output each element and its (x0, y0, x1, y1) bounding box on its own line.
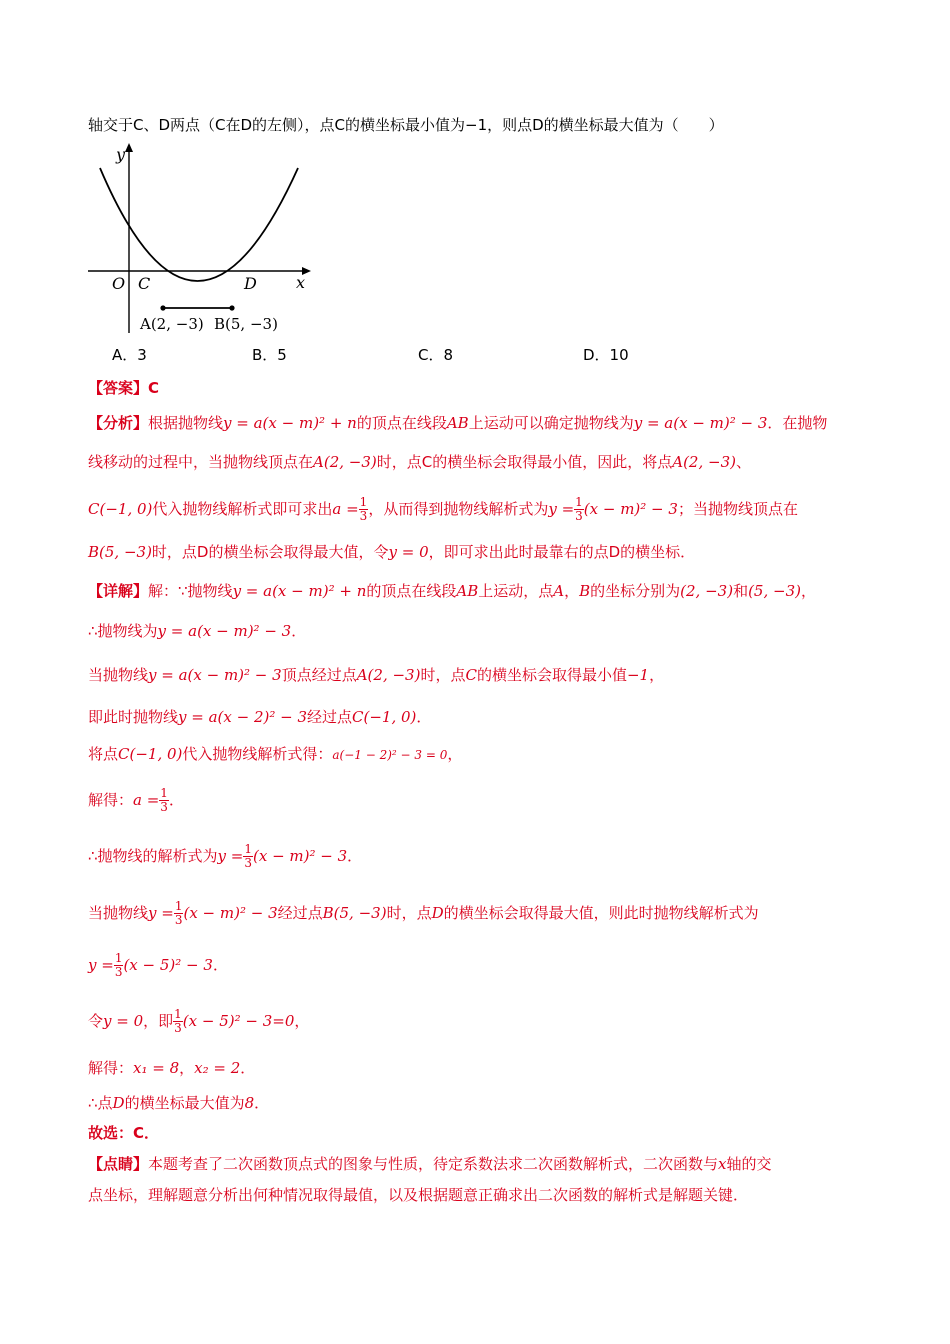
formula: (x − 5)² − 3 (123, 956, 213, 974)
formula: C(−1, 0) (88, 500, 153, 518)
formula: C(−1, 0) (118, 745, 183, 763)
detail-line-8 (88, 898, 759, 928)
y-axis (125, 143, 133, 333)
formula: y = a(x − m)² + n (223, 414, 357, 432)
formula: x (718, 1155, 727, 1173)
detail-text: 令 (88, 1012, 104, 1030)
detail-line-3 (88, 664, 664, 686)
formula: A (553, 582, 565, 600)
detail-text: 的顶点在线段 (366, 582, 457, 600)
detail-text: ， (564, 582, 580, 600)
detail-text: 即此时抛物线 (88, 708, 179, 726)
analysis-text: 线移动的过程中，当抛物线顶点在 (88, 453, 314, 471)
fraction: $\frac{1}{3}$ (575, 495, 583, 523)
formula: AB (446, 414, 469, 432)
detail-text: 解得： (88, 1059, 134, 1077)
fraction: $\frac{1}{3}$ (244, 842, 252, 870)
detail-text: ． (240, 1059, 256, 1077)
fraction: $\frac{1}{3}$ (114, 951, 123, 979)
detail-text: 的横坐标会取得最大值，则此时抛物线解析式为 (443, 904, 759, 922)
detail-text: ∴抛物线为 (88, 622, 158, 640)
detail-line-1 (88, 580, 816, 602)
detail-text: 当抛物线 (88, 904, 149, 922)
formula: C (465, 666, 477, 684)
formula: y = (88, 956, 114, 974)
detail-text: 代入抛物线解析式得： (182, 745, 333, 763)
detail-text: 顶点经过点 (281, 666, 357, 684)
detail-line-9 (88, 950, 228, 980)
point-b (229, 305, 234, 310)
analysis-text: 上运动可以确定抛物线为 (468, 414, 634, 432)
comment-line-1 (88, 1153, 772, 1175)
detail-text: 经过点 (277, 904, 323, 922)
detail-text: ，即 (143, 1012, 174, 1030)
point-c-label: C (138, 274, 151, 293)
formula: D (431, 904, 444, 922)
detail-text: ． (212, 956, 228, 974)
detail-line-6 (88, 785, 184, 815)
formula: A(2, −3) (313, 453, 377, 471)
parabola-figure (88, 140, 328, 340)
detail-text: ， (179, 1059, 195, 1077)
detail-tag: 【详解】 (88, 582, 149, 600)
analysis-line-2 (88, 451, 751, 473)
detail-line-11 (88, 1057, 255, 1079)
detail-text: ． (291, 622, 307, 640)
detail-line-5 (88, 743, 462, 766)
answer-tag: 【答案】 (88, 379, 149, 397)
formula: B(5, −3) (88, 543, 152, 561)
fraction: $\frac{1}{3}$ (174, 899, 183, 927)
formula: y = a(x − m)² − 3 (157, 622, 292, 640)
formula: y = (217, 847, 244, 865)
detail-text: 经过点 (307, 708, 353, 726)
detail-line-2 (88, 620, 306, 642)
detail-text: 上运动，点 (478, 582, 554, 600)
point-b-label: B(5, −3) (214, 315, 278, 333)
analysis-text: 时，点C的横坐标会取得最小值，因此，将点 (376, 453, 673, 471)
detail-line-10 (88, 1006, 309, 1036)
analysis-text: ．在抛物 (767, 414, 828, 432)
answer-line (88, 377, 159, 399)
formula: (x − m)² − 3 (253, 847, 348, 865)
analysis-text: ，从而得到抛物线解析式为 (368, 500, 549, 518)
formula: 8 (244, 1094, 255, 1112)
fraction: $\frac{1}{3}$ (359, 495, 368, 523)
detail-text: ， (447, 745, 463, 763)
formula: D (112, 1094, 125, 1112)
analysis-text: 时，点D的横坐标会取得最大值，令 (151, 543, 389, 561)
formula: −1 (626, 666, 650, 684)
formula: (x − m)² − 3 (583, 500, 678, 518)
formula: a = (332, 500, 359, 518)
point-a (160, 305, 165, 310)
formula: a(−1 − 2)² − 3 = 0 (332, 748, 448, 762)
formula: y = a(x − m)² − 3 (148, 666, 282, 684)
option-b: B．5 (252, 346, 287, 364)
formula: C(−1, 0) (352, 708, 417, 726)
option-d: D．10 (583, 346, 629, 364)
fraction: $\frac{1}{3}$ (174, 1007, 182, 1035)
formula: (x − m)² − 3 (183, 904, 278, 922)
option-c: C．8 (418, 346, 454, 364)
analysis-text: 的顶点在线段 (356, 414, 447, 432)
detail-text: ． (254, 1094, 270, 1112)
detail-text: 解得： (88, 791, 134, 809)
detail-text: ∴抛物线的解析式为 (88, 847, 218, 865)
formula: y = a(x − m)² + n (232, 582, 367, 600)
fraction: $\frac{1}{3}$ (160, 786, 168, 814)
detail-text: ， (649, 666, 665, 684)
detail-text: 时，点 (420, 666, 466, 684)
analysis-tag: 【分析】 (88, 414, 149, 432)
formula: AB (456, 582, 479, 600)
comment-tag: 【点睛】 (88, 1155, 149, 1173)
detail-line-13: 故选：C． (88, 1124, 160, 1142)
analysis-line-1 (88, 412, 827, 434)
analysis-line-3 (88, 494, 798, 524)
formula: y = a(x − m)² − 3 (633, 414, 768, 432)
y-axis-label: y (116, 145, 126, 164)
detail-text: ， (294, 1012, 310, 1030)
detail-line-7 (88, 841, 362, 871)
comment-text: 本题考查了二次函数顶点式的图象与性质，待定系数法求二次函数解析式，二次函数与 (148, 1155, 719, 1173)
analysis-text: 、 (735, 453, 751, 471)
formula: B(5, −3) (322, 904, 387, 922)
detail-text: 将点 (88, 745, 119, 763)
option-a: A．3 (112, 346, 147, 364)
point-a-label: A(2, −3) (140, 315, 204, 333)
detail-text: 的横坐标最大值为 (124, 1094, 245, 1112)
comment-text: 轴的交 (726, 1155, 772, 1173)
formula: x₂ = 2 (194, 1059, 241, 1077)
detail-line-12 (88, 1092, 269, 1114)
comment-line-2: 点坐标，理解题意分析出何种情况取得最值，以及根据题意正确求出二次函数的解析式是解题关键． (88, 1186, 749, 1204)
detail-text: 和 (733, 582, 749, 600)
formula: y = 0 (388, 543, 429, 561)
detail-text: ． (347, 847, 363, 865)
formula: a = (133, 791, 160, 809)
detail-text: ． (416, 708, 432, 726)
point-d-label: D (244, 274, 257, 293)
analysis-text: ；当抛物线顶点在 (677, 500, 798, 518)
formula: x₁ = 8 (133, 1059, 180, 1077)
formula: (5, −3) (748, 582, 801, 600)
detail-text: 时，点 (386, 904, 432, 922)
origin-label: O (112, 274, 126, 293)
detail-text: ， (800, 582, 816, 600)
formula: A(2, −3) (672, 453, 736, 471)
analysis-text: 根据抛物线 (148, 414, 224, 432)
detail-text: 的坐标分别为 (590, 582, 681, 600)
formula: (2, −3) (680, 582, 734, 600)
detail-text: 当抛物线 (88, 666, 149, 684)
formula: y = (548, 500, 575, 518)
formula: (x − 5)² − 3=0 (182, 1012, 295, 1030)
analysis-line-4 (88, 541, 695, 563)
analysis-text: 代入抛物线解析式即可求出 (152, 500, 333, 518)
formula: y = (148, 904, 174, 922)
detail-text: ∴点 (88, 1094, 113, 1112)
question-text: 轴交于C、D两点（C在D的左侧），点C的横坐标最小值为−1，则点D的横坐标最大值为（ ） (88, 116, 724, 134)
detail-text: 解：∵抛物线 (148, 582, 233, 600)
detail-line-4 (88, 706, 431, 728)
x-axis-label: x (296, 273, 306, 292)
analysis-text: ，即可求出此时最靠右的点D的横坐标． (428, 543, 696, 561)
formula: B (579, 582, 591, 600)
formula: A(2, −3) (356, 666, 421, 684)
answer-value: C (148, 379, 160, 397)
detail-text: ． (168, 791, 184, 809)
formula: y = 0 (103, 1012, 144, 1030)
detail-text: 的横坐标会取得最小值 (476, 666, 627, 684)
formula: y = a(x − 2)² − 3 (178, 708, 308, 726)
